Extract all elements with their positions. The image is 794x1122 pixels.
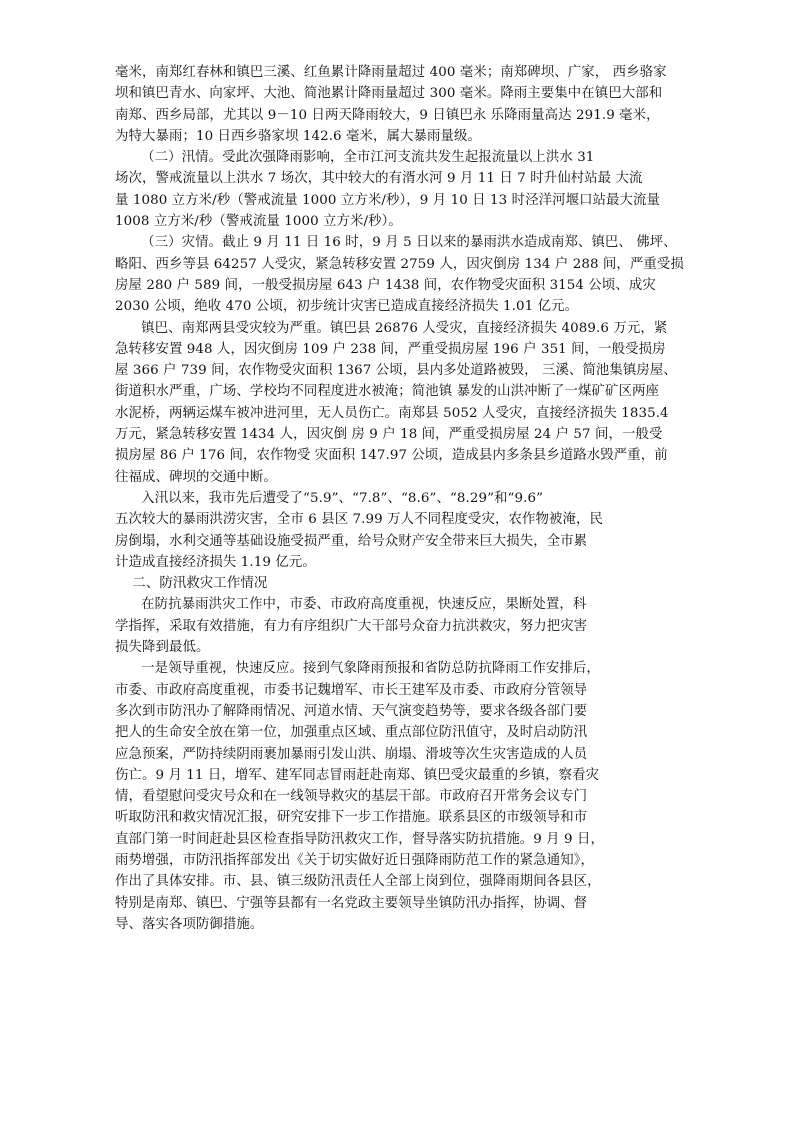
text-line: 损房屋 86 户 176 间，农作物受 灾面积 147.97 公顷，造成县内多条县乡道路水毁严重，前 xyxy=(115,448,668,464)
document-body xyxy=(115,62,695,935)
text-line: 应急预案，严防持续阴雨裹加暴雨引发山洪、崩塌、滑坡等次生灾害造成的人员 xyxy=(115,746,588,762)
text-line: 伤亡。9 月 11 日，增军、建军同志冒雨赶赴南郑、镇巴受灾最重的乡镇，察看灾 xyxy=(115,767,600,783)
text-line: 1008 立方米/秒（警戒流量 1000 立方米/秒）。 xyxy=(115,214,402,230)
text-line: 量 1080 立方米/秒（警戒流量 1000 立方米/秒），9 月 10 日 13 时泾洋河堰口站最大流量 xyxy=(115,192,661,208)
text-line: 镇巴、南郑两县受灾较为严重。镇巴县 26876 人受灾，直接经济损失 4089.6 万元，紧 xyxy=(115,320,668,336)
text-line: 毫米，南郑红春林和镇巴三溪、红鱼累计降雨量超过 400 毫米；南郑碑坝、广家， 西乡骆家 xyxy=(115,65,667,80)
text-line: 损失降到最低。 xyxy=(115,640,210,656)
text-line: 为特大暴雨；10 日西乡骆家坝 142.6 毫米，属大暴雨量级。 xyxy=(115,128,481,144)
text-line: （二）汛情。受此次强降雨影响，全市江河支流共发生起报流量以上洪水 31 xyxy=(115,150,595,166)
text-line: 入汛以来，我市先后遭受了“5.9”、“7.8”、“8.6”、“8.29”和“9.6” xyxy=(115,490,544,506)
text-line: 坝和镇巴青水、向家坪、大池、简池累计降雨量超过 300 毫米。降雨主要集中在镇巴大部和 xyxy=(115,86,663,102)
text-line: 房屋 280 户 589 间，一般受损房屋 643 户 1438 间，农作物受灾面积 3154 公顷、成灾 xyxy=(115,277,656,293)
text-line: 水泥桥，两辆运煤车被冲进河里，无人员伤亡。南郑县 5052 人受灾，直接经济损失 1835.4 xyxy=(115,405,669,421)
text-line: 把人的生命安全放在第一位，加强重点区域、重点部位防汛值守，及时启动防汛 xyxy=(115,725,588,741)
text-line: 2030 公顷，绝收 470 公顷，初步统计灾害已造成直接经济损失 1.01 亿元。 xyxy=(115,299,579,315)
text-line: 略阳、西乡等县 64257 人受灾，紧急转移安置 2759 人，因灾倒房 134 户 288 间，严重受损 xyxy=(115,256,684,272)
text-line: 计造成直接经济损失 1.19 亿元。 xyxy=(115,554,316,570)
text-line: 二、防汛救灾工作情况 xyxy=(115,576,268,592)
text-line: 市委、市政府高度重视，市委书记魏增军、市长王建军及市委、市政府分管领导 xyxy=(115,682,588,698)
text-line: 急转移安置 948 人，因灾倒房 109 户 238 间，严重受损房屋 196 户 351 间，一般受损房 xyxy=(115,341,666,357)
text-line: 导、落实各项防御措施。 xyxy=(115,916,264,932)
text-line: （三）灾情。截止 9 月 11 日 16 时，9 月 5 日以来的暴雨洪水造成南郑、镇巴、 佛坪、 xyxy=(115,235,677,251)
text-line: 雨势增强，市防汛指挥部发出《关于切实做好近日强降雨防范工作的紧急通知》， xyxy=(115,852,594,868)
text-line: 特别是南郑、镇巴、宁强等县都有一名党政主要领导坐镇防汛办指挥，协调、督 xyxy=(115,895,588,911)
text-line: 直部门第一时间赶赴县区检查指导防汛救灾工作，督导落实防抗措施。9 月 9 日， xyxy=(115,831,604,847)
text-line: 万元，紧急转移安置 1434 人，因灾倒 房 9 户 18 间，严重受损房屋 24 户 57 间，一般受 xyxy=(115,427,663,443)
text-line: 场次，警戒流量以上洪水 7 场次，其中较大的有湑水河 9 月 11 日 7 时升仙村站最 大流 xyxy=(115,171,643,187)
text-line: 街道积水严重，广场、学校均不同程度进水被淹；简池镇 暴发的山洪冲断了一煤矿矿区两座 xyxy=(115,384,659,400)
text-line: 南郑、西乡局部，尤其以 9－10 日两天降雨较大，9 日镇巴永 乐降雨量高达 291.9 毫米， xyxy=(115,107,660,123)
text-line: 作出了具体安排。市、县、镇三级防汛责任人全部上岗到位，强降雨期间各县区， xyxy=(115,874,601,890)
text-line: 情，看望慰问受灾号众和在一线领导救灾的基层干部。市政府召开常务会议专门 xyxy=(115,789,588,805)
text-line: 在防抗暴雨洪灾工作中，市委、市政府高度重视，快速反应，果断处置，科 xyxy=(115,597,587,613)
text-line: 多次到市防汛办了解降雨情况、河道水情、天气演变趋势等，要求各级各部门要 xyxy=(115,703,588,719)
text-line: 听取防汛和救灾情况汇报，研究安排下一步工作措施。联系县区的市级领导和市 xyxy=(115,810,588,826)
text-line: 学指挥，采取有效措施，有力有序组织广大干部号众奋力抗洪救灾，努力把灾害 xyxy=(115,618,588,634)
text-line: 往福成、碑坝的交通中断。 xyxy=(115,469,277,485)
text-line: 屋 366 户 739 间，农作物受灾面积 1367 公顷，县内多处道路被毁， 三溪、简池集镇房屋、 xyxy=(115,363,677,379)
text-line: 一是领导重视，快速反应。接到气象降雨预报和省防总防抗降雨工作安排后， xyxy=(115,661,600,677)
text-line: 五次较大的暴雨洪涝灾害，全市 6 县区 7.99 万人不同程度受灾，农作物被淹，民 xyxy=(115,512,603,528)
text-line: 房倒塌，水利交通等基础设施受损严重，给号众财产安全带来巨大损失，全市累 xyxy=(115,533,588,549)
